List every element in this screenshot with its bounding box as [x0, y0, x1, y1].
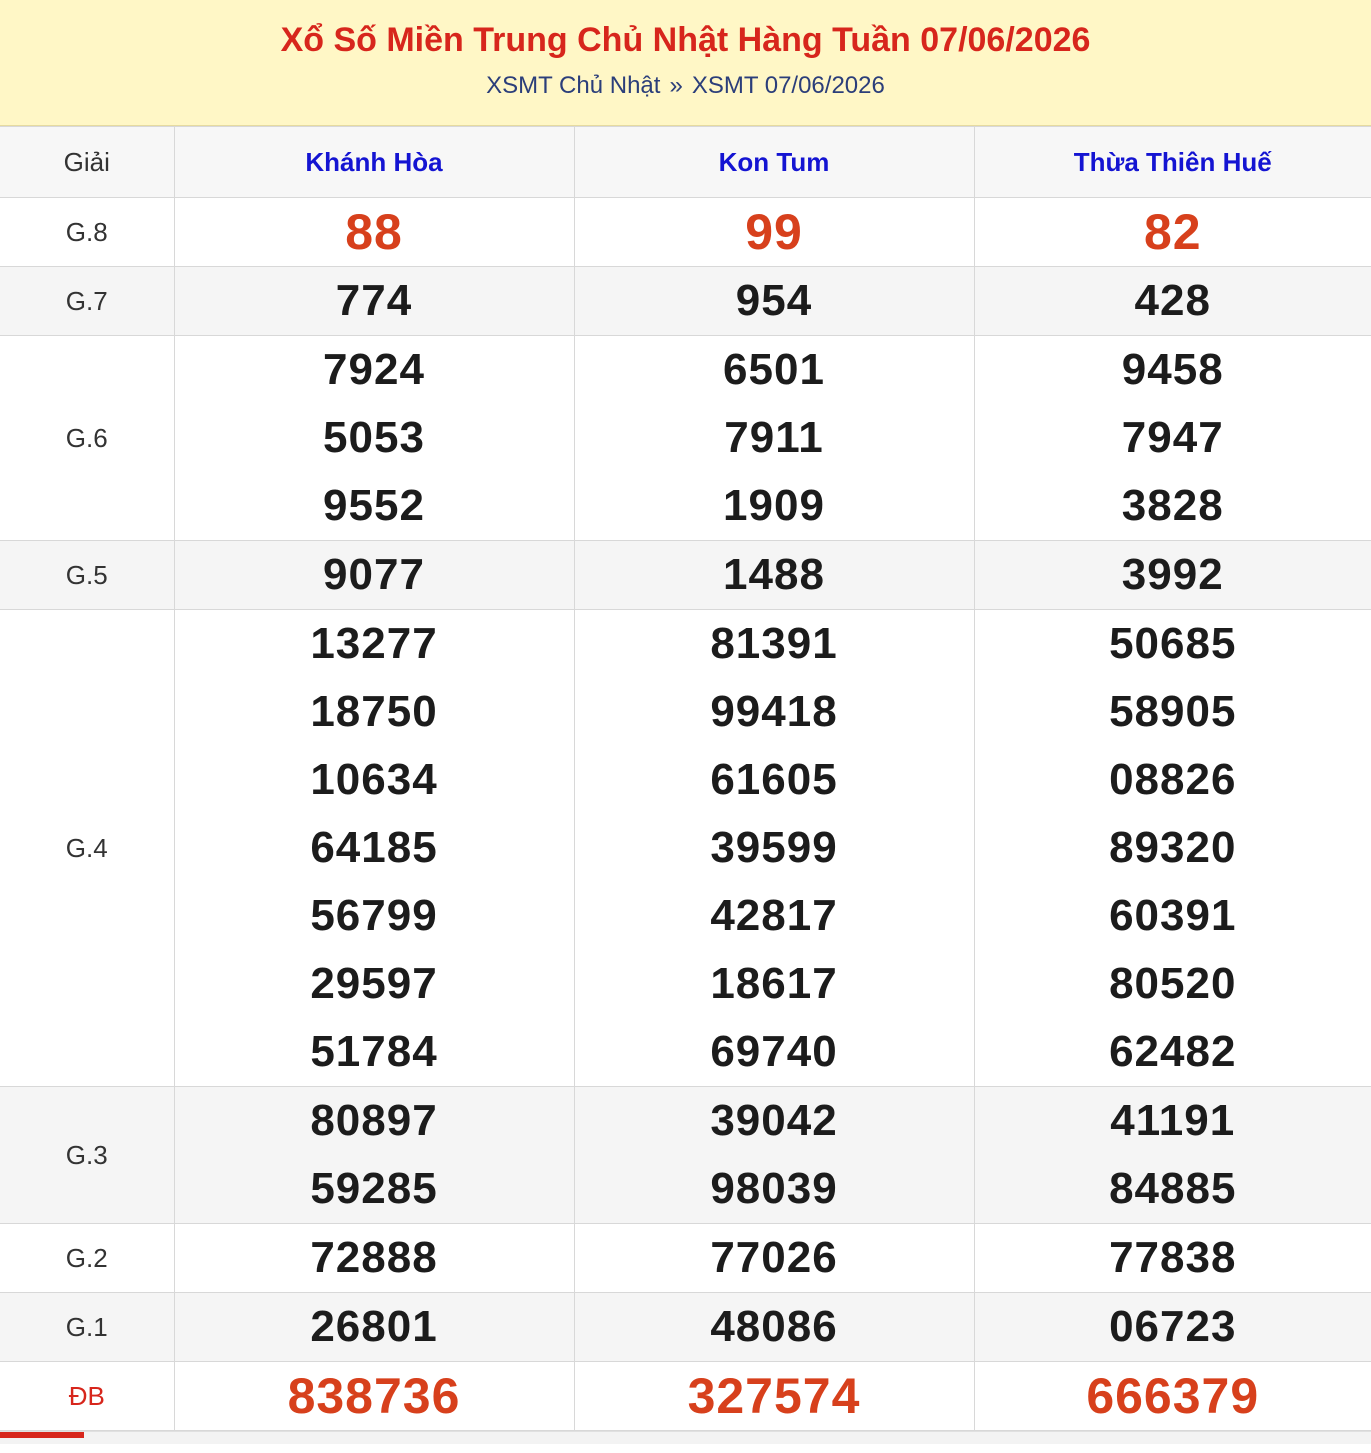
- breadcrumb-separator-icon: »: [669, 72, 683, 99]
- result-cell-khanh-hoa: [174, 541, 574, 610]
- result-number: 9458: [1121, 345, 1224, 394]
- result-number: 81391: [710, 619, 838, 668]
- result-number: 99418: [710, 687, 838, 736]
- result-number: 51784: [310, 1027, 438, 1076]
- result-number: 5053: [323, 413, 425, 462]
- result-number: 13277: [310, 619, 438, 668]
- result-cell-khanh-hoa: [174, 1087, 574, 1224]
- result-cell-kon-tum: [574, 1224, 974, 1293]
- result-cell-kon-tum: [574, 1087, 974, 1224]
- prize-row-g4: [0, 610, 1371, 1087]
- result-number: 06723: [1109, 1302, 1237, 1351]
- result-number: 77838: [1109, 1233, 1237, 1282]
- result-number: 666379: [1086, 1368, 1260, 1424]
- prize-row-g1: [0, 1293, 1371, 1362]
- result-number: 838736: [287, 1368, 461, 1424]
- prize-label: G.6: [0, 336, 174, 541]
- prize-label: G.5: [0, 541, 174, 610]
- result-number: 72888: [310, 1233, 438, 1282]
- prize-label: G.7: [0, 267, 174, 336]
- result-cell-thua-thien-hue: [974, 610, 1371, 1087]
- prize-label: G.1: [0, 1293, 174, 1362]
- result-number: 7911: [724, 413, 824, 462]
- result-number: 80520: [1109, 959, 1237, 1008]
- result-number: 56799: [310, 891, 438, 940]
- result-number: 3992: [1121, 550, 1224, 599]
- result-cell-thua-thien-hue: [974, 1224, 1371, 1293]
- province-header-kon-tum[interactable]: Kon Tum: [574, 127, 974, 198]
- result-number: 18617: [710, 959, 838, 1008]
- result-number: 10634: [310, 755, 438, 804]
- result-cell-thua-thien-hue: [974, 336, 1371, 541]
- prize-label: ĐB: [0, 1362, 174, 1431]
- result-number: 954: [735, 276, 813, 325]
- prize-label: G.2: [0, 1224, 174, 1293]
- result-number: 89320: [1109, 823, 1237, 872]
- result-number: 1909: [723, 481, 825, 530]
- result-cell-thua-thien-hue: [974, 198, 1371, 267]
- result-number: 50685: [1109, 619, 1237, 668]
- results-header: [0, 0, 1371, 126]
- result-number: 9552: [323, 481, 425, 530]
- results-table: [0, 126, 1371, 1431]
- result-number: 84885: [1109, 1164, 1237, 1213]
- result-cell-thua-thien-hue: [974, 1293, 1371, 1362]
- prize-row-g8: [0, 198, 1371, 267]
- result-cell-khanh-hoa: [174, 198, 574, 267]
- result-cell-kon-tum: [574, 1362, 974, 1431]
- prize-row-special: [0, 1362, 1371, 1431]
- result-number: 82: [1143, 204, 1202, 260]
- result-number: 6501: [723, 345, 825, 394]
- result-number: 7947: [1121, 413, 1224, 462]
- province-header-khanh-hoa[interactable]: Khánh Hòa: [174, 127, 574, 198]
- result-number: 62482: [1109, 1027, 1237, 1076]
- results-body: [0, 198, 1371, 1431]
- prize-label: G.4: [0, 610, 174, 1087]
- result-cell-thua-thien-hue: [974, 1087, 1371, 1224]
- prize-label: G.8: [0, 198, 174, 267]
- prize-column-header: Giải: [0, 127, 174, 198]
- result-number: 39599: [710, 823, 838, 872]
- result-number: 80897: [310, 1096, 438, 1145]
- result-number: 3828: [1121, 481, 1224, 530]
- result-number: 48086: [710, 1302, 838, 1351]
- footer-tab-bar: [0, 1431, 1371, 1444]
- result-number: 98039: [710, 1164, 838, 1213]
- prize-label: G.3: [0, 1087, 174, 1224]
- result-number: 59285: [310, 1164, 438, 1213]
- result-number: 77026: [710, 1233, 838, 1282]
- result-cell-kon-tum: [574, 267, 974, 336]
- result-number: 18750: [310, 687, 438, 736]
- breadcrumb-link-sunday[interactable]: XSMT Chủ Nhật: [486, 72, 661, 99]
- result-number: 61605: [710, 755, 838, 804]
- result-cell-khanh-hoa: [174, 1362, 574, 1431]
- result-cell-khanh-hoa: [174, 1293, 574, 1362]
- result-cell-kon-tum: [574, 198, 974, 267]
- result-cell-kon-tum: [574, 610, 974, 1087]
- result-number: 88: [345, 204, 403, 260]
- result-number: 774: [335, 276, 413, 325]
- result-cell-kon-tum: [574, 541, 974, 610]
- result-number: 1488: [723, 550, 825, 599]
- prize-row-g3: [0, 1087, 1371, 1224]
- result-number: 7924: [323, 345, 425, 394]
- prize-row-g7: [0, 267, 1371, 336]
- result-cell-thua-thien-hue: [974, 541, 1371, 610]
- result-cell-khanh-hoa: [174, 336, 574, 541]
- result-number: 60391: [1109, 891, 1237, 940]
- province-header-thua-thien-hue[interactable]: Thừa Thiên Huế: [974, 127, 1371, 198]
- result-number: 99: [745, 204, 803, 260]
- result-number: 41191: [1110, 1096, 1236, 1145]
- breadcrumb: [0, 70, 1371, 102]
- page-title: Xổ Số Miền Trung Chủ Nhật Hàng Tuần 07/06/2026: [280, 21, 1091, 59]
- result-number: 327574: [687, 1368, 861, 1424]
- result-cell-kon-tum: [574, 1293, 974, 1362]
- result-number: 69740: [710, 1027, 838, 1076]
- result-cell-thua-thien-hue: [974, 267, 1371, 336]
- result-number: 42817: [710, 891, 838, 940]
- result-number: 26801: [310, 1302, 438, 1351]
- active-tab-indicator: [0, 1432, 84, 1438]
- result-cell-khanh-hoa: [174, 1224, 574, 1293]
- table-header-row: [0, 127, 1371, 198]
- prize-row-g5: [0, 541, 1371, 610]
- prize-row-g2: [0, 1224, 1371, 1293]
- breadcrumb-link-date[interactable]: XSMT 07/06/2026: [691, 72, 885, 99]
- result-number: 29597: [310, 959, 438, 1008]
- result-cell-khanh-hoa: [174, 267, 574, 336]
- result-number: 08826: [1109, 755, 1237, 804]
- result-number: 58905: [1109, 687, 1237, 736]
- result-cell-kon-tum: [574, 336, 974, 541]
- result-cell-khanh-hoa: [174, 610, 574, 1087]
- result-number: 39042: [710, 1096, 838, 1145]
- result-number: 64185: [310, 823, 438, 872]
- result-number: 9077: [323, 550, 425, 599]
- result-number: 428: [1134, 276, 1211, 325]
- prize-row-g6: [0, 336, 1371, 541]
- result-cell-thua-thien-hue: [974, 1362, 1371, 1431]
